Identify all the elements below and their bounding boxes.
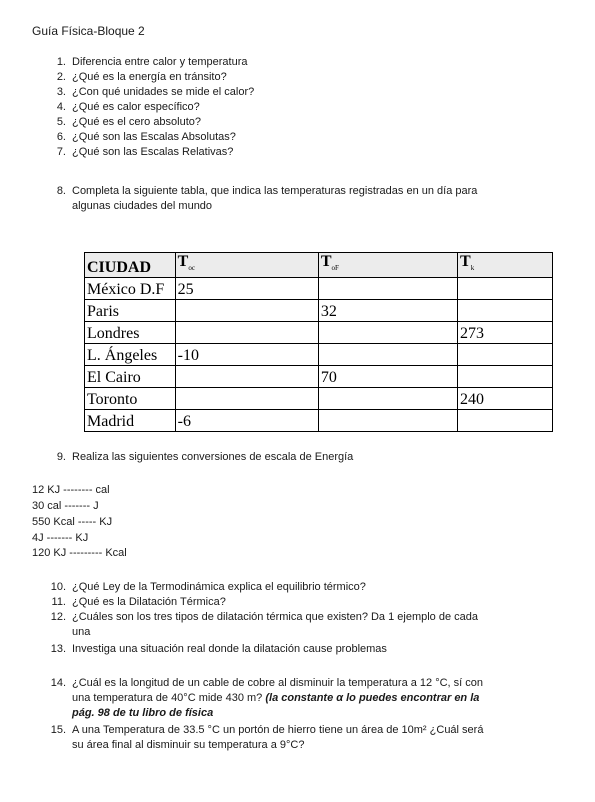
- question-number: 12.: [50, 611, 66, 623]
- table-cell[interactable]: [458, 300, 553, 322]
- question-number: 15.: [50, 724, 66, 736]
- header-kelvin: $T_k$: [458, 253, 553, 278]
- table-cell[interactable]: El Cairo: [85, 366, 176, 388]
- header-celsius: $T_{oc}$: [175, 253, 318, 278]
- question-text: Diferencia entre calor y temperatura: [72, 56, 248, 68]
- textbook-note-line2: pág. 98 de tu libro de física: [72, 707, 214, 719]
- question-number: 13.: [50, 643, 66, 655]
- table-cell[interactable]: [318, 388, 457, 410]
- table-row: [85, 322, 553, 344]
- conversion-item: 550 Kcal ----- KJ: [32, 516, 113, 528]
- table-cell[interactable]: -10: [175, 344, 318, 366]
- question-text: ¿Qué son las Escalas Relativas?: [72, 146, 234, 158]
- table-cell[interactable]: [318, 410, 457, 432]
- table-cell[interactable]: Toronto: [85, 388, 176, 410]
- table-cell[interactable]: -6: [175, 410, 318, 432]
- question-text-line1: ¿Cuál es la longitud de un cable de cobre al disminuir la temperatura a 12 °C, sí con: [72, 677, 484, 689]
- table-cell[interactable]: L. Ángeles: [85, 344, 176, 366]
- table-cell[interactable]: [175, 300, 318, 322]
- question-number: 9.: [56, 451, 66, 463]
- question-number: 7.: [56, 146, 66, 158]
- table-cell[interactable]: [175, 322, 318, 344]
- question-text: Realiza las siguientes conversiones de escala de Energía: [72, 451, 354, 463]
- table-row: [85, 388, 553, 410]
- header-fahrenheit: $T_{oF}$: [318, 253, 457, 278]
- question-number: 2.: [56, 71, 66, 83]
- table-row: [85, 344, 553, 366]
- table-cell[interactable]: Londres: [85, 322, 176, 344]
- question-number: 3.: [56, 86, 66, 98]
- question-text: ¿Qué es el cero absoluto?: [72, 116, 202, 128]
- table-row: [85, 410, 553, 432]
- table-cell[interactable]: 240: [458, 388, 553, 410]
- table-cell[interactable]: México D.F: [85, 278, 176, 300]
- table-cell[interactable]: 25: [175, 278, 318, 300]
- temperature-table: [84, 252, 553, 432]
- question-text-line2: su área final al disminuir su temperatura a 9°C?: [72, 739, 305, 751]
- table-row: [85, 366, 553, 388]
- table-row: [85, 278, 553, 300]
- question-text: Investiga una situación real donde la dilatación cause problemas: [72, 643, 387, 655]
- question-text-line2: algunas ciudades del mundo: [72, 200, 213, 212]
- table-cell[interactable]: 70: [318, 366, 457, 388]
- table-cell[interactable]: [318, 322, 457, 344]
- question-text: ¿Qué es la Dilatación Térmica?: [72, 596, 226, 608]
- header-city: CIUDAD: [85, 253, 176, 278]
- conversion-item: 12 KJ -------- cal: [32, 484, 110, 496]
- table-row: [85, 300, 553, 322]
- table-cell[interactable]: Paris: [85, 300, 176, 322]
- table-header-row: [85, 253, 553, 278]
- table-cell[interactable]: [175, 388, 318, 410]
- table-cell[interactable]: [318, 278, 457, 300]
- question-text: ¿Qué es la energía en tránsito?: [72, 71, 227, 83]
- question-number: 1.: [56, 56, 66, 68]
- table-cell[interactable]: [175, 366, 318, 388]
- table-cell[interactable]: [458, 278, 553, 300]
- question-text: ¿Con qué unidades se mide el calor?: [72, 86, 255, 98]
- question-text-line1: A una Temperatura de 33.5 °C un portón de hierro tiene un área de 10m² ¿Cuál será: [72, 724, 484, 736]
- conversion-item: 4J ------- KJ: [32, 532, 89, 544]
- page-title: Guía Física-Bloque 2: [32, 24, 145, 38]
- table-cell[interactable]: 273: [458, 322, 553, 344]
- table-cell[interactable]: [458, 366, 553, 388]
- question-text: ¿Qué es calor específico?: [72, 101, 200, 113]
- conversion-item: 120 KJ --------- Kcal: [32, 547, 127, 559]
- table-cell[interactable]: 32: [318, 300, 457, 322]
- question-text-line1: Completa la siguiente tabla, que indica las temperaturas registradas en un día para: [72, 185, 478, 197]
- question-number: 10.: [50, 581, 66, 593]
- question-number: 14.: [50, 677, 66, 689]
- textbook-note: (la constante α lo puedes encontrar en la: [265, 692, 480, 704]
- question-number: 11.: [51, 596, 66, 608]
- question-number: 5.: [56, 116, 66, 128]
- table-cell[interactable]: [458, 344, 553, 366]
- question-text-line2: una: [72, 626, 91, 638]
- question-text: ¿Qué son las Escalas Absolutas?: [72, 131, 236, 143]
- table-cell[interactable]: [458, 410, 553, 432]
- question-text-line2: una temperatura de 40°C mide 430 m? (la constante α lo puedes encontrar en la: [72, 692, 480, 704]
- table-cell[interactable]: Madrid: [85, 410, 176, 432]
- question-number: 8.: [56, 185, 66, 197]
- table-cell[interactable]: [318, 344, 457, 366]
- question-number: 4.: [56, 101, 66, 113]
- conversion-item: 30 cal ------- J: [32, 500, 99, 512]
- question-text: ¿Qué Ley de la Termodinámica explica el equilibrio térmico?: [72, 581, 366, 593]
- question-number: 6.: [56, 131, 66, 143]
- question-text-line1: ¿Cuáles son los tres tipos de dilatación térmica que existen? Da 1 ejemplo de cada: [72, 611, 479, 623]
